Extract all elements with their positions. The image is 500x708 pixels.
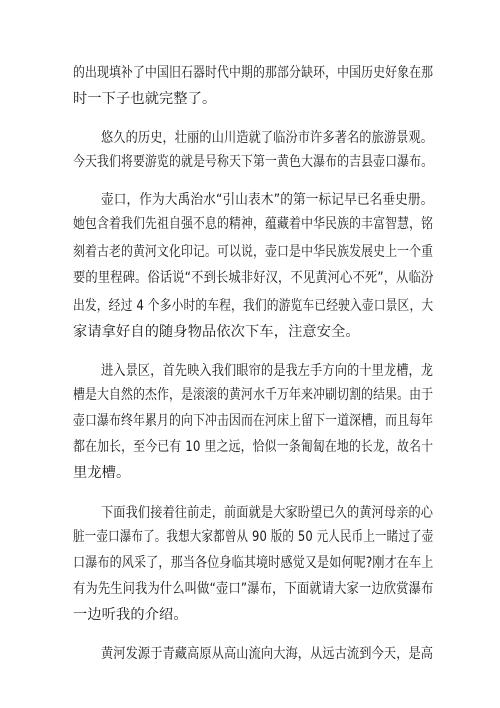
line-text: 口瀑布的风采了，那当各位身临其境时感觉又是如何呢?刚才在车上 bbox=[73, 555, 434, 571]
line-text: 壶口瀑布终年累月的向下冲击因而在河床上留下一道深槽，而且每年 bbox=[73, 413, 434, 429]
text-line bbox=[0, 359, 500, 383]
line-text: 悠久的历史，壮丽的山川造就了临汾市许多著名的旅游景观。 bbox=[101, 130, 434, 146]
line-text: 要的里程碑。俗话说“不到长城非好汉，不见黄河心不死”，从临汾 bbox=[73, 270, 434, 286]
line-text: 刻着古老的黄河文化印记。可以说，壶口是中华民族发展史上一个重 bbox=[73, 244, 434, 260]
text-line bbox=[0, 266, 500, 290]
line-text: 下面我们接着往前走，前面就是大家盼望已久的黄河母亲的心 bbox=[101, 505, 434, 521]
line-text: 有为先生问我为什么叫做“壶口”瀑布，下面就请大家一边欣赏瀑布 bbox=[73, 581, 434, 597]
text-line bbox=[0, 603, 500, 627]
text-line bbox=[0, 61, 500, 85]
line-text: 黄河发源于青藏高原从高山流向大海，从远古流到今天，是高 bbox=[101, 646, 434, 662]
line-text: 的出现填补了中国旧石器时代中期的那部分缺环，中国历史好象在那 bbox=[73, 65, 434, 81]
line-text: 里龙槽。 bbox=[73, 465, 131, 481]
line-text: 脏一壶口瀑布了。我想大家都曾从 90 版的 50 元人民币上一睹过了壶 bbox=[73, 529, 434, 545]
text-line bbox=[0, 294, 500, 318]
text-line bbox=[0, 642, 500, 666]
line-text: 一边听我的介绍。 bbox=[73, 607, 188, 623]
text-line bbox=[0, 320, 500, 344]
line-text: 时一下子也就完整了。 bbox=[73, 91, 217, 107]
line-text: 都在加长，至今已有 10 里之远，恰似一条匍匐在地的长龙，故名十 bbox=[73, 439, 434, 455]
line-text: 家请拿好自的随身物品依次下车，注意安全。 bbox=[73, 324, 360, 340]
text-line bbox=[0, 126, 500, 150]
text-line bbox=[0, 383, 500, 407]
line-text: 槽是大自然的杰作，是滚滚的黄河水千万年来冲刷切割的结果。由于 bbox=[73, 387, 434, 403]
text-line bbox=[0, 461, 500, 485]
text-line bbox=[0, 212, 500, 236]
text-line bbox=[0, 577, 500, 601]
text-line bbox=[0, 409, 500, 433]
text-line bbox=[0, 240, 500, 264]
line-text: 出发，经过 4 个多小时的车程，我们的游览车已经驶入壶口景区，大 bbox=[73, 298, 434, 314]
line-text: 壶口，作为大禹治水“引山表木”的第一标记早已名垂史册。 bbox=[101, 192, 434, 208]
line-text: 进入景区，首先映入我们眼帘的是我左手方向的十里龙槽，龙 bbox=[101, 363, 434, 379]
text-line bbox=[0, 525, 500, 549]
line-text: 今天我们将要游览的就是号称天下第一黄色大瀑布的吉县壶口瀑布。 bbox=[73, 154, 434, 170]
text-line bbox=[0, 188, 500, 212]
text-line bbox=[0, 551, 500, 575]
text-line bbox=[0, 150, 500, 174]
text-line bbox=[0, 435, 500, 459]
text-line bbox=[0, 87, 500, 111]
line-text: 她包含着我们先祖自强不息的精神，蕴藏着中华民族的丰富智慧，铭 bbox=[73, 216, 434, 232]
text-line bbox=[0, 501, 500, 525]
